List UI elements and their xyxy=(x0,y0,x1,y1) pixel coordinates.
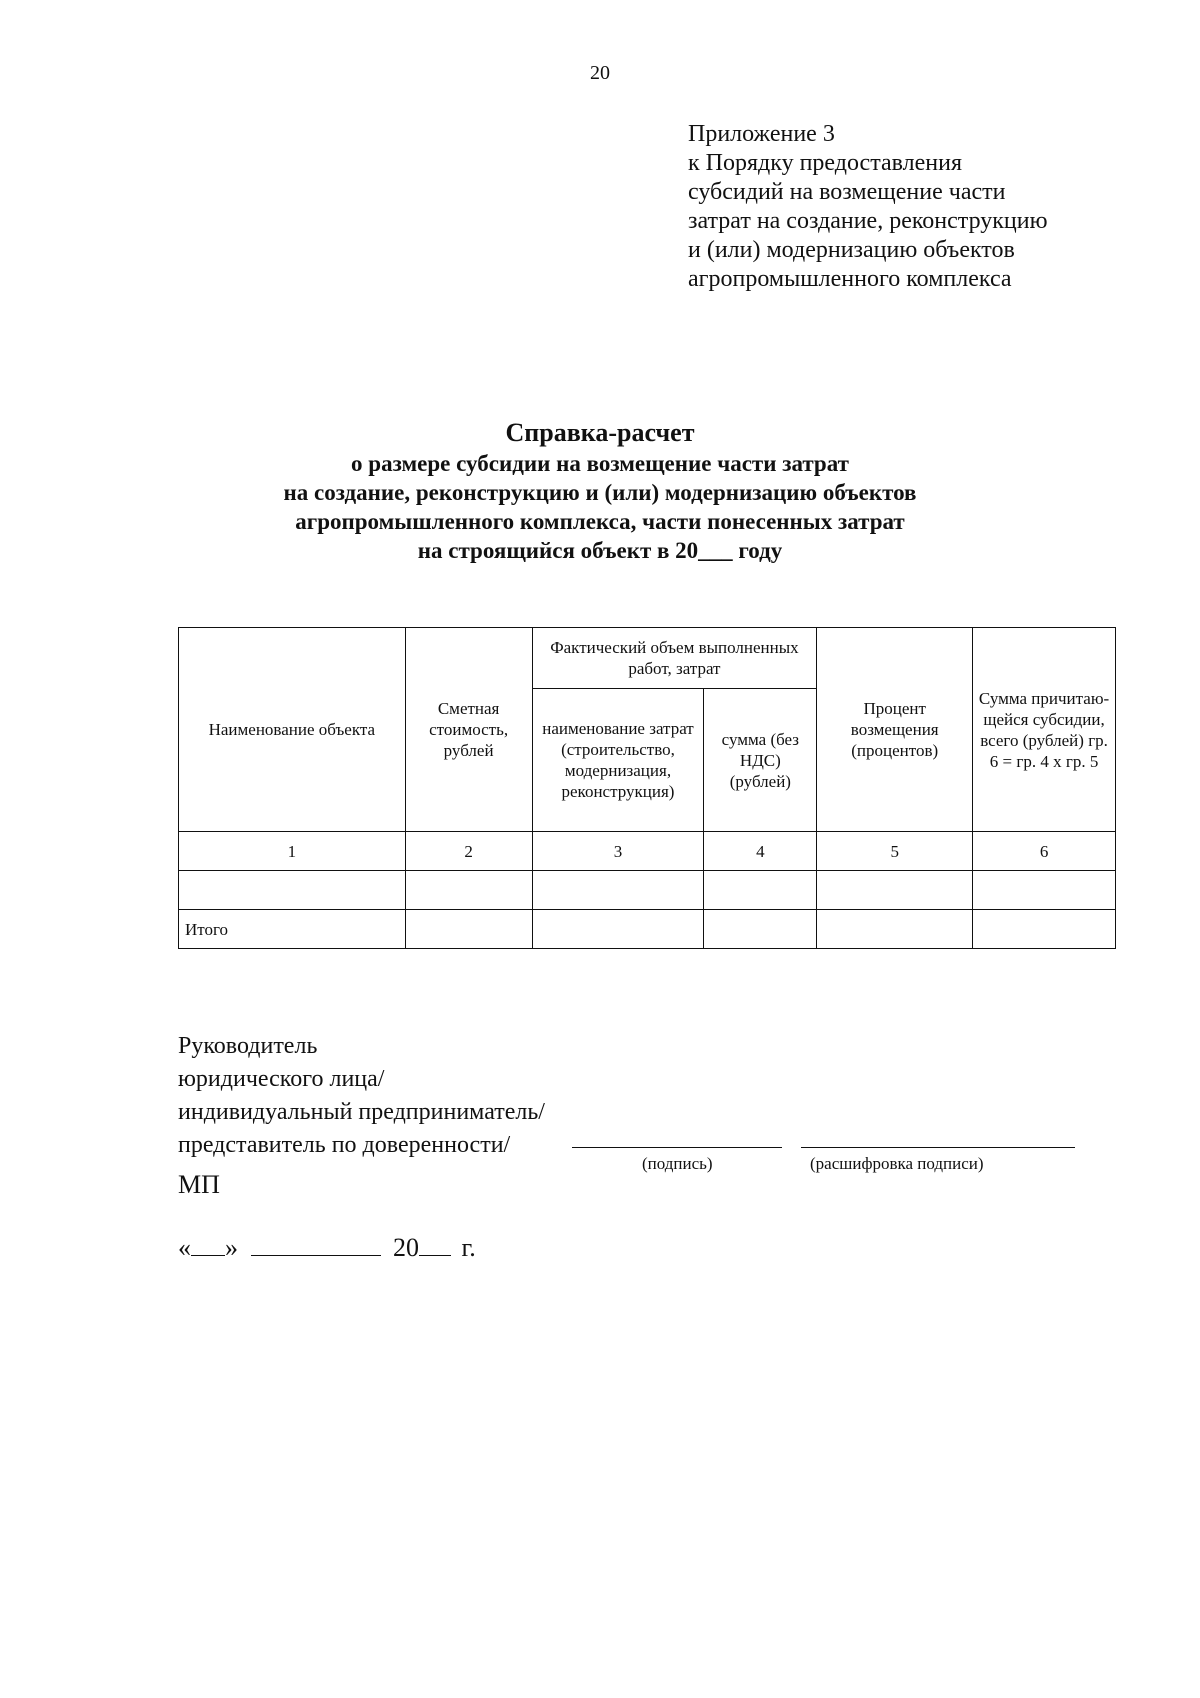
column-number: 3 xyxy=(532,832,704,871)
table-cell xyxy=(532,910,704,949)
date-close-quote: » xyxy=(225,1233,238,1262)
document-title xyxy=(150,417,1050,565)
signature-decode-line xyxy=(801,1147,1075,1148)
signer-line: Руководитель xyxy=(178,1033,318,1059)
year-blank xyxy=(419,1235,451,1256)
page-number: 20 xyxy=(590,62,610,84)
month-blank xyxy=(251,1235,381,1256)
signer-line: юридического лица/ xyxy=(178,1066,385,1092)
column-number: 1 xyxy=(179,832,406,871)
column-number: 2 xyxy=(405,832,532,871)
appendix-line: и (или) модернизацию объектов xyxy=(688,237,1015,263)
appendix-note xyxy=(688,120,1108,294)
header-estimated-cost: Сметная стоимость, рублей xyxy=(405,628,532,832)
table-cell xyxy=(817,910,973,949)
appendix-line: агропромышленного комплекса xyxy=(688,266,1012,292)
column-number: 4 xyxy=(704,832,817,871)
table-cell xyxy=(405,910,532,949)
total-row xyxy=(179,910,1116,949)
header-actual-volume: Фактический объем выполненных работ, затрат xyxy=(532,628,817,689)
table-cell xyxy=(704,871,817,910)
header-reimbursement-percent: Процент возмещения (процентов) xyxy=(817,628,973,832)
appendix-line: к Порядку предоставления xyxy=(688,150,963,176)
date-year-suffix: г. xyxy=(461,1233,476,1262)
stamp-place: МП xyxy=(178,1170,220,1199)
signer-line: индивидуальный предприниматель/ xyxy=(178,1099,545,1125)
table-cell xyxy=(405,871,532,910)
header-object-name: Наименование объекта xyxy=(179,628,406,832)
header-cost-sum: сумма (без НДС) (рублей) xyxy=(704,689,817,832)
table-cell xyxy=(704,910,817,949)
date-open-quote: « xyxy=(178,1233,191,1262)
table-row xyxy=(179,871,1116,910)
signature-caption: (подпись) xyxy=(642,1154,713,1173)
header-subsidy-amount: Сумма причитаю-щейся субсидии, всего (рублей) гр. 6 = гр. 4 х гр. 5 xyxy=(973,628,1116,832)
title-line: на строящийся объект в 20___ году xyxy=(417,538,783,563)
table-cell xyxy=(973,910,1116,949)
title-line: о размере субсидии на возмещение части затрат xyxy=(351,451,849,476)
day-blank xyxy=(191,1235,225,1256)
title-line: агропромышленного комплекса, части понесенных затрат xyxy=(295,509,905,534)
table-cell xyxy=(817,871,973,910)
title-heading: Справка-расчет xyxy=(505,418,695,447)
table-cell xyxy=(973,871,1116,910)
column-number: 6 xyxy=(973,832,1116,871)
appendix-line: субсидий на возмещение части xyxy=(688,179,1006,205)
date-line xyxy=(178,1233,476,1263)
appendix-line: затрат на создание, реконструкцию xyxy=(688,208,1048,234)
total-label: Итого xyxy=(179,910,406,949)
signer-line: представитель по доверенности/ xyxy=(178,1132,511,1158)
table-cell xyxy=(179,871,406,910)
signature-decode-caption: (расшифровка подписи) xyxy=(810,1154,984,1173)
column-numbers-row xyxy=(179,832,1116,871)
title-line: на создание, реконструкцию и (или) модернизацию объектов xyxy=(283,480,917,505)
table-cell xyxy=(532,871,704,910)
calculation-table xyxy=(178,627,1116,949)
header-cost-name: наименование затрат (строительство, модернизация, реконструкция) xyxy=(532,689,704,832)
column-number: 5 xyxy=(817,832,973,871)
appendix-line: Приложение 3 xyxy=(688,121,835,147)
signature-line xyxy=(572,1147,782,1148)
date-year-prefix: 20 xyxy=(393,1233,419,1262)
signer-block xyxy=(178,1030,545,1162)
